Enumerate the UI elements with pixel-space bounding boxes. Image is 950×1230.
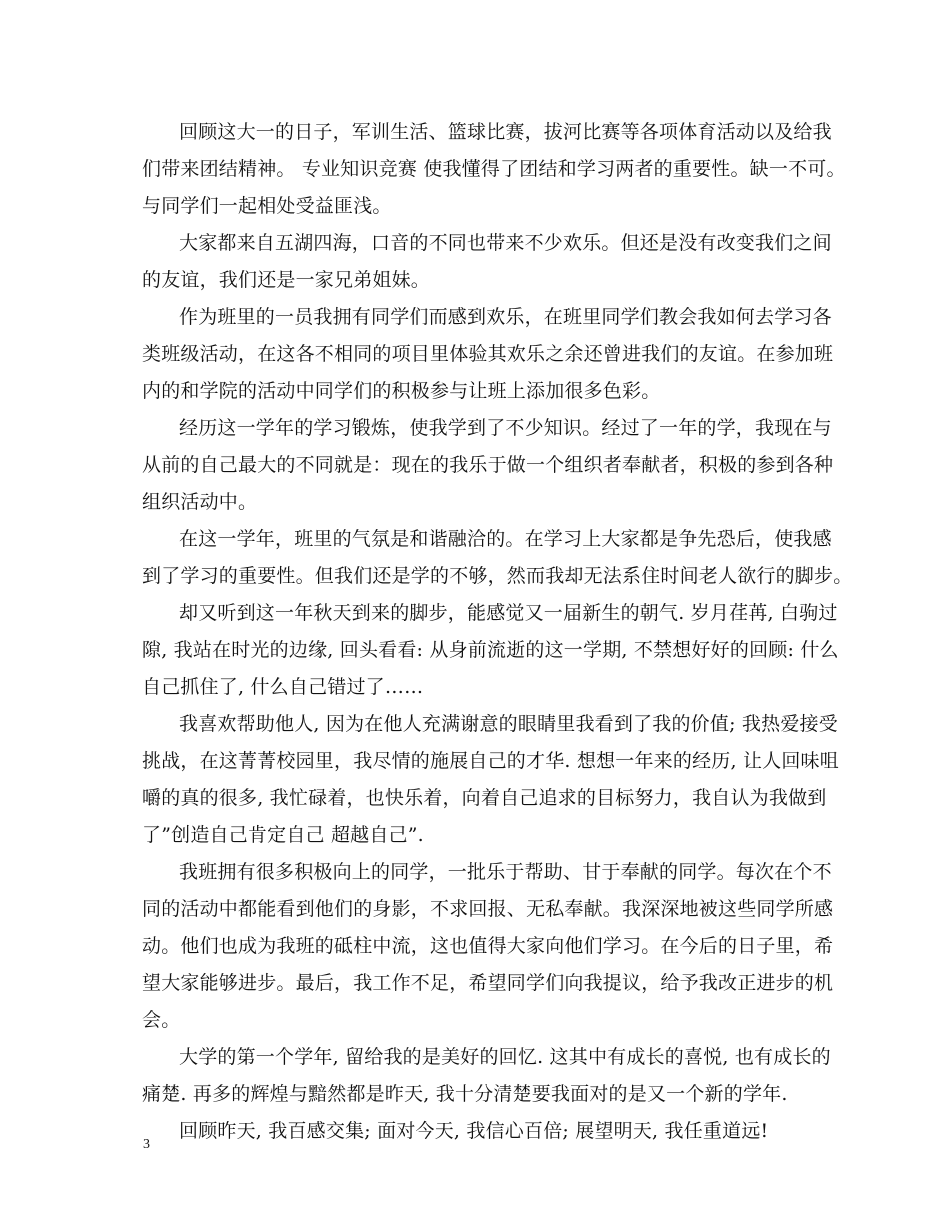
text-line: 与同学们一起相处受益匪浅。 (142, 195, 392, 217)
text-line: 回顾昨天, 我百感交集; 面对今天, 我信心百倍; 展望明天, 我任重道远! (179, 1120, 769, 1142)
text-line: 动。他们也成为我班的砥柱中流，这也值得大家向他们学习。在今后的日子里，希 (142, 935, 834, 957)
text-line: 在这一学年，班里的气氛是和谐融洽的。在学习上大家都是争先恐后，使我感 (179, 528, 832, 550)
text-line: 经历这一学年的学习锻炼，使我学到了不少知识。经过了一年的学，我现在与 (179, 417, 832, 439)
text-line: 内的和学院的活动中同学们的积极参与让班上添加很多色彩。 (142, 380, 661, 402)
text-line: 们带来团结精神。 专业知识竞赛 使我懂得了团结和学习两者的重要性。缺一不可。 (142, 158, 846, 180)
text-line: 嚼的真的很多, 我忙碌着，也快乐着，向着自己追求的目标努力，我自认为我做到 (142, 787, 827, 809)
text-line: 了”创造自己肯定自己 超越自己”. (142, 824, 424, 846)
text-line: 却又听到这一年秋天到来的脚步，能感觉又一届新生的朝气. 岁月荏苒, 白驹过 (179, 602, 838, 624)
page-number: 3 (143, 1137, 150, 1152)
text-line: 从前的自己最大的不同就是：现在的我乐于做一个组织者奉献者，积极的参到各种 (142, 454, 834, 476)
text-line: 回顾这大一的日子，军训生活、篮球比赛，拔河比赛等各项体育活动以及给我 (179, 121, 832, 143)
text-line: 我喜欢帮助他人, 因为在他人充满谢意的眼睛里我看到了我的价值; 我热爱接受 (179, 713, 838, 735)
text-line: 会。 (142, 1009, 181, 1031)
text-line: 望大家能够进步。最后，我工作不足，希望同学们向我提议，给予我改正进步的机 (142, 972, 834, 994)
text-line: 大学的第一个学年, 留给我的是美好的回忆. 这其中有成长的喜悦, 也有成长的 (179, 1046, 831, 1068)
text-line: 大家都来自五湖四海，口音的不同也带来不少欢乐。但还是没有改变我们之间 (179, 232, 832, 254)
text-line: 自己抓住了, 什么自己错过了…… (142, 676, 424, 698)
text-line: 痛楚. 再多的辉煌与黯然都是昨天, 我十分清楚要我面对的是又一个新的学年. (142, 1083, 788, 1105)
text-line: 类班级活动，在这各不相同的项目里体验其欢乐之余还曾进我们的友谊。在参加班 (142, 343, 834, 365)
text-line: 的友谊，我们还是一家兄弟姐妹。 (142, 269, 431, 291)
text-line: 组织活动中。 (142, 491, 258, 513)
text-line: 隙, 我站在时光的边缘, 回头看看: 从身前流逝的这一学期, 不禁想好好的回顾: 什么 (142, 639, 839, 661)
text-line: 我班拥有很多积极向上的同学，一批乐于帮助、甘于奉献的同学。每次在个不 (179, 861, 832, 883)
text-line: 同的活动中都能看到他们的身影，不求回报、无私奉献。我深深地被这些同学所感 (142, 898, 834, 920)
text-line: 作为班里的一员我拥有同学们而感到欢乐，在班里同学们教会我如何去学习各 (179, 306, 832, 328)
text-line: 挑战，在这菁菁校园里，我尽情的施展自己的才华. 想想一年来的经历, 让人回味咀 (142, 750, 839, 772)
text-line: 到了学习的重要性。但我们还是学的不够，然而我却无法系住时间老人欲行的脚步。 (142, 565, 853, 587)
